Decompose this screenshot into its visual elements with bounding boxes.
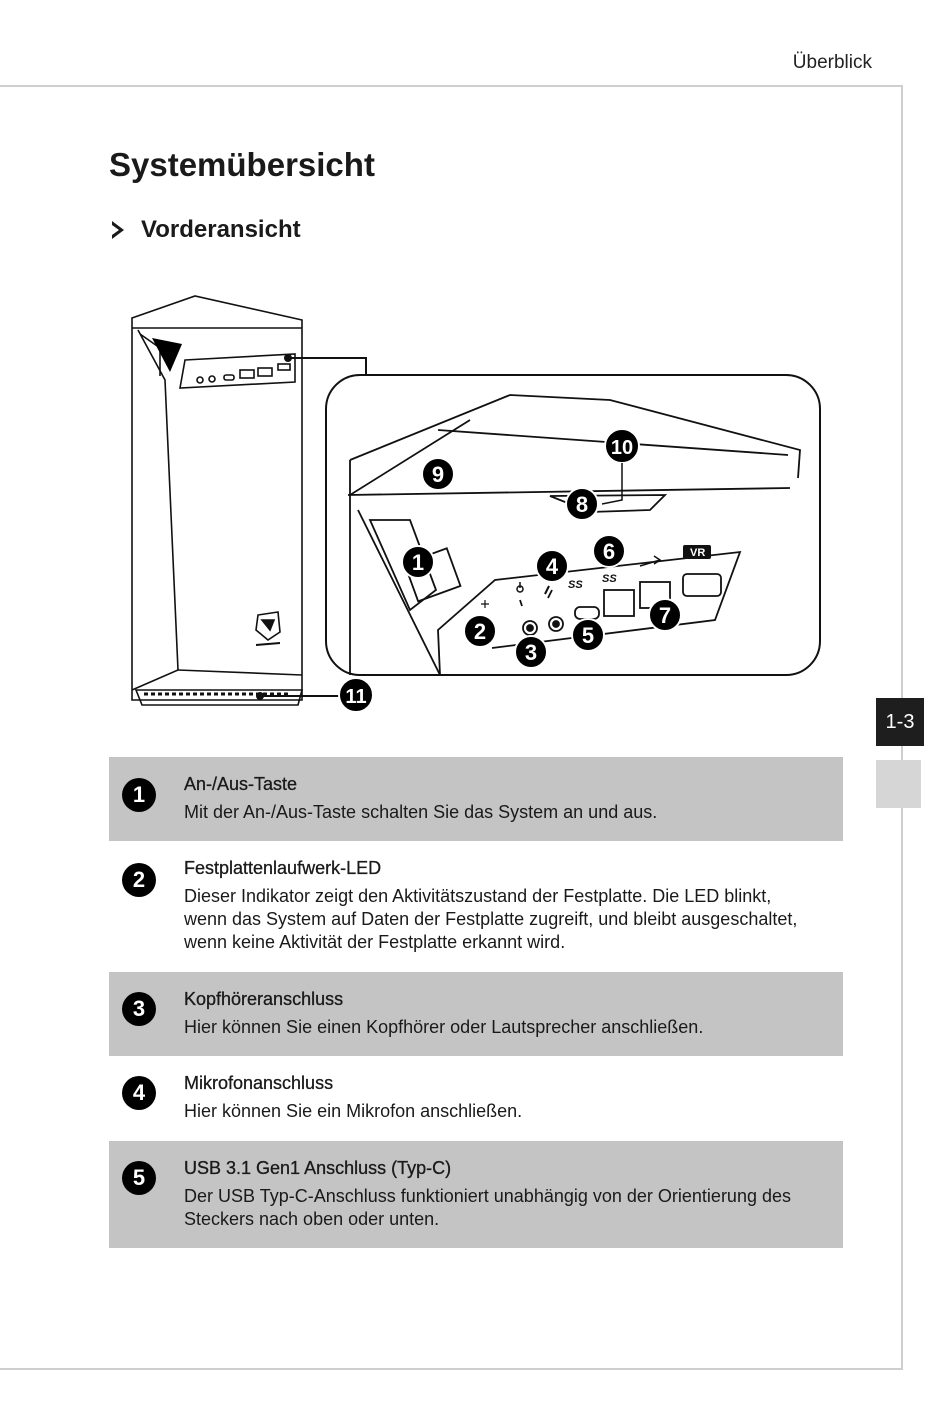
svg-text:5: 5 (581, 623, 595, 648)
page-number-tab: 1-3 (876, 698, 924, 746)
tower-outline (132, 296, 302, 700)
legend-item (109, 1056, 843, 1140)
callout-11 (339, 678, 373, 712)
svg-text:3: 3 (524, 640, 538, 665)
callout-8 (566, 488, 598, 520)
legend-number-badge: 1 (122, 778, 156, 812)
vr-label: VR (690, 547, 706, 559)
callout-10 (605, 429, 639, 463)
chevron-right-icon (109, 220, 127, 240)
legend-description: Mit der An-/Aus-Taste schalten Sie das System an und aus. (184, 802, 658, 822)
legend-title: Festplattenlaufwerk-LED (184, 858, 382, 878)
callout-7 (649, 599, 681, 631)
legend-number-badge: 2 (122, 863, 156, 897)
legend-number-badge: 3 (122, 992, 156, 1026)
msi-logo-icon (256, 612, 280, 640)
callout-1 (402, 546, 434, 578)
usb-ss-label-b: SS (602, 573, 617, 585)
legend-title: USB 3.1 Gen1 Anschluss (Typ-C) (184, 1158, 452, 1178)
section-heading (109, 216, 301, 244)
legend-number-badge: 4 (122, 1076, 156, 1110)
page-frame-bottom (0, 1368, 903, 1370)
svg-text:11: 11 (345, 686, 367, 708)
svg-text:7: 7 (658, 603, 672, 628)
callout-5 (572, 619, 604, 651)
callout-6 (593, 535, 625, 567)
legend-title: Mikrofonanschluss (184, 1073, 334, 1093)
svg-text:9: 9 (431, 462, 445, 487)
svg-text:6: 6 (602, 539, 616, 564)
svg-text:10: 10 (610, 437, 634, 459)
running-header: Überblick (792, 52, 872, 73)
legend-item (109, 972, 843, 1056)
side-tab-marker (876, 760, 921, 808)
callout-9 (422, 458, 454, 490)
legend-item (109, 841, 843, 971)
page-title: Systemübersicht (109, 146, 375, 183)
legend-item (109, 1141, 843, 1248)
legend-title: An-/Aus-Taste (184, 774, 298, 794)
legend-item (109, 757, 843, 841)
page-frame-top (0, 85, 903, 87)
legend-description: Dieser Indikator zeigt den Aktivitätszustand der Festplatte. Die LED blinkt, wenn das System auf Daten der Festplatte zugreift, und bleibt ausgeschaltet, wenn keine Aktivität der Festplatte erkannt wird. (184, 886, 798, 952)
callout-3 (515, 636, 547, 668)
svg-text:8: 8 (575, 492, 589, 517)
svg-text:4: 4 (545, 554, 559, 579)
front-view-illustration (120, 290, 835, 720)
usb-ss-label-a: SS (568, 579, 583, 591)
legend-number-badge: 5 (122, 1161, 156, 1195)
section-title: Vorderansicht (141, 216, 301, 243)
svg-text:2: 2 (473, 619, 487, 644)
legend-description: Hier können Sie einen Kopfhörer oder Lautsprecher anschließen. (184, 1017, 704, 1037)
callout-2 (464, 615, 496, 647)
callout-4 (536, 550, 568, 582)
legend-description: Hier können Sie ein Mikrofon anschließen. (184, 1101, 523, 1121)
legend-description: Der USB Typ-C-Anschluss funktioniert unabhängig von der Orientierung des Steckers nach oben oder unten. (184, 1186, 791, 1229)
svg-text:1: 1 (411, 550, 425, 575)
legend-title: Kopfhöreranschluss (184, 989, 344, 1009)
